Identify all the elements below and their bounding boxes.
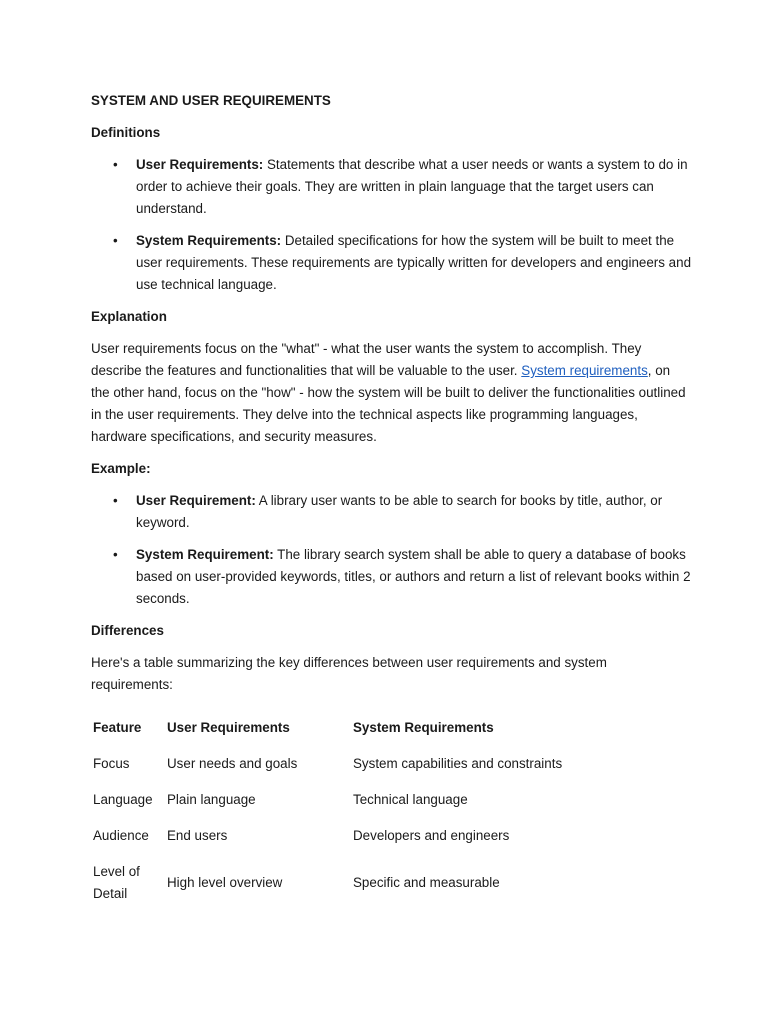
- definition-term: System Requirements:: [136, 233, 282, 248]
- table-cell: User needs and goals: [167, 756, 298, 771]
- table-header-cell: System Requirements: [353, 720, 494, 735]
- list-item: [91, 490, 691, 534]
- table-cell: End users: [167, 828, 228, 843]
- definitions-list: [91, 154, 691, 296]
- definition-text: Detailed specifications for how the system will be built to meet the user requirements. These requirements are typically written for developers and engineers and use technical language.: [136, 233, 692, 292]
- bullet-icon: •: [113, 233, 118, 248]
- table-cell: Level of Detail: [93, 864, 140, 901]
- explanation-text-start: User requirements focus on the "what" - what the user wants the system to accomplish. They describe the features and functionalities that will be valuable to the user.: [91, 341, 642, 378]
- table-cell: System capabilities and constraints: [353, 756, 563, 771]
- bullet-icon: •: [113, 547, 118, 562]
- table-cell: Developers and engineers: [353, 828, 510, 843]
- table-cell: Specific and measurable: [353, 875, 500, 890]
- table-cell: Focus: [93, 756, 130, 771]
- example-term: User Requirement:: [136, 493, 256, 508]
- table-cell: Language: [93, 792, 153, 807]
- explanation-paragraph: [91, 338, 691, 448]
- table-cell: Plain language: [167, 792, 256, 807]
- definitions-heading: Definitions: [91, 125, 161, 140]
- table-header-row: [89, 710, 657, 746]
- table-row: [89, 854, 657, 912]
- explanation-heading: Explanation: [91, 309, 167, 324]
- differences-intro: Here's a table summarizing the key differences between user requirements and system requirements:: [91, 655, 607, 692]
- document-title: SYSTEM AND USER REQUIREMENTS: [91, 93, 331, 108]
- differences-heading: Differences: [91, 623, 164, 638]
- example-term: System Requirement:: [136, 547, 274, 562]
- list-item: [91, 154, 691, 220]
- table-cell: Technical language: [353, 792, 468, 807]
- definition-term: User Requirements:: [136, 157, 264, 172]
- table-header-cell: Feature: [93, 720, 142, 735]
- list-item: [91, 544, 691, 610]
- definition-text: Statements that describe what a user needs or wants a system to do in order to achieve their goals. They are written in plain language that the target users can understand.: [136, 157, 688, 216]
- example-heading: Example:: [91, 461, 151, 476]
- example-text: The library search system shall be able to query a database of books based on user-provided keywords, titles, or authors and return a list of relevant books within 2 seconds.: [136, 547, 691, 606]
- bullet-icon: •: [113, 493, 118, 508]
- explanation-text-end: , on the other hand, focus on the "how" - how the system will be built to deliver the functionalities outlined in the user requirements. They delve into the technical aspects like programming languages, hardware specifications, and security measures.: [91, 363, 686, 444]
- table-row: [89, 746, 657, 782]
- system-requirements-link[interactable]: System requirements: [521, 363, 648, 378]
- bullet-icon: •: [113, 157, 118, 172]
- table-cell: High level overview: [167, 875, 283, 890]
- document-page: [91, 90, 691, 912]
- differences-table: [89, 710, 657, 912]
- example-text: A library user wants to be able to search for books by title, author, or keyword.: [136, 493, 663, 530]
- example-list: [91, 490, 691, 610]
- table-row: [89, 818, 657, 854]
- table-cell: Audience: [93, 828, 149, 843]
- table-row: [89, 782, 657, 818]
- table-header-cell: User Requirements: [167, 720, 290, 735]
- list-item: [91, 230, 691, 296]
